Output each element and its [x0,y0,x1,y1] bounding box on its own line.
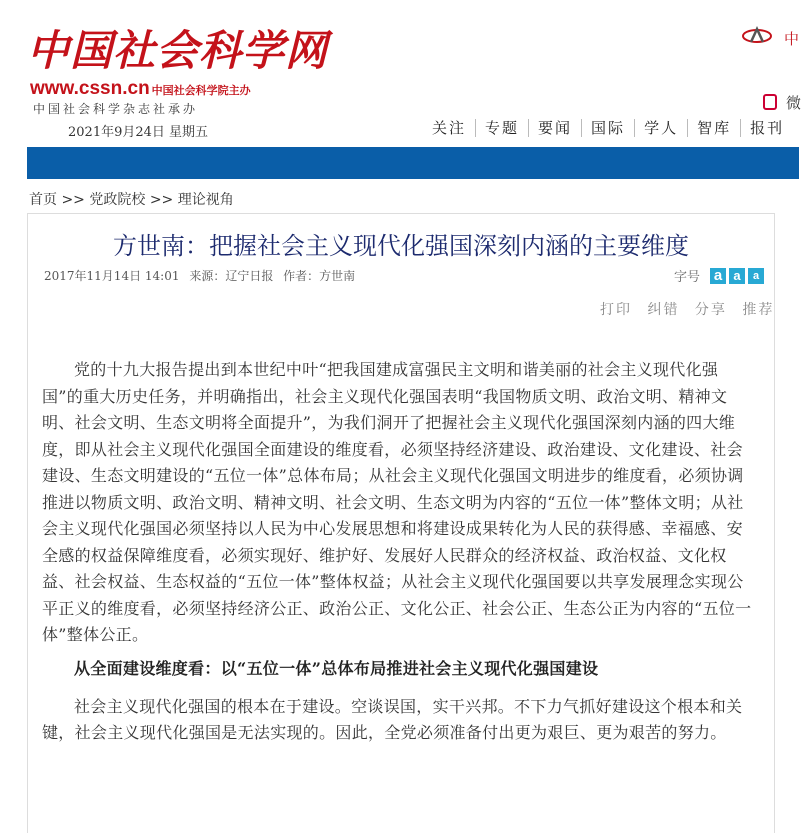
site-sponsor: 中国社会科学院主办 [151,84,251,97]
breadcrumb-level2[interactable]: 理论视角 [177,192,234,208]
font-size-label: 字号 [674,270,701,285]
breadcrumb-separator: >> [149,192,174,208]
article-date: 2017年11月14日 14:01 [44,269,180,283]
nav-item-guoji[interactable]: 国际 [581,119,634,137]
weibo-icon[interactable] [763,94,777,110]
breadcrumb-home[interactable]: 首页 [29,192,57,208]
font-size-small-button[interactable]: a [748,268,764,284]
breadcrumb-separator: >> [61,192,85,208]
font-size-control [674,266,764,285]
article-source: 来源：辽宁日报 [189,269,274,283]
share-button[interactable]: 分享 [694,302,727,318]
article-subheading: 从全面建设维度看：以“五位一体”总体布局推进社会主义现代化强国建设 [74,658,599,678]
site-logo-title[interactable]: 中国社会科学网 [27,26,329,75]
recommend-button[interactable]: 推荐 [742,302,775,318]
report-error-button[interactable]: 纠错 [647,302,680,318]
top-navigation [432,119,793,137]
main-nav-bar [27,147,799,179]
nav-item-zhuanti[interactable]: 专题 [475,119,528,137]
breadcrumb-level1[interactable]: 党政院校 [89,192,146,208]
font-size-large-button[interactable]: a [710,268,726,284]
article-paragraph: 社会主义现代化强国的根本在于建设。空谈误国，实干兴邦。不下力气抓好建设这个根本和关键，社会主义现代化强国是无法实现的。因此，全党必须准备付出更为艰巨、更为艰苦的努力。 [42,696,743,742]
article-meta [44,267,361,284]
article-tools [591,299,774,319]
article-author: 作者：方世南 [283,269,356,283]
nav-item-zhiku[interactable]: 智库 [687,119,740,137]
nav-item-baokan[interactable]: 报刊 [740,119,793,137]
header-date: 2021年9月24日 星期五 [68,125,209,140]
breadcrumb [29,189,234,209]
partner-logo-icon[interactable] [742,26,772,46]
article-paragraph: 党的十九大报告提出到本世纪中叶“把我国建成富强民主文明和谐美丽的社会主义现代化强国”的重大历史任务，并明确指出，社会主义现代化强国表明“我国物质文明、政治文明、精神文明、社会文明、生态文明将全面提升”，为我们洞开了把握社会主义现代化强国深刻内涵的四大维度，即从社会主义现代化强国全面建设的维度看，必须坚持经济建设、政治建设、文化建设、社会建设、生态文明建设的“五位一体”总体布局；从社会主义现代化强国文明进步的维度看，必须协调推进以物质文明、政治文明、精神文明、社会文明、生态文明为内容的“五位一体”整体文明；从社会主义现代化强国必须坚持以人民为中心发展思想和将建设成果转化为人民的获得感、幸福感、安全感的权益保障维度看，必须实现好、维护好、发展好人民群众的经济权益、政治权益、文化权益、社会权益、生态权益的“五位一体”整体权益；从社会主义现代化强国要以共享发展理念实现公平正义的维度看，必须坚持经济公正、政治公正、文化公正、社会公正、生态公正为内容的“五位一体”整体公正。 [42,360,752,644]
site-logo-url-row[interactable] [30,78,251,100]
font-size-medium-button[interactable]: a [729,268,745,284]
nav-item-yaowen[interactable]: 要闻 [528,119,581,137]
nav-item-guanzhu[interactable]: 关注 [432,119,467,137]
partner-link-text[interactable]: 中 [784,30,800,48]
site-url[interactable]: www.cssn.cn [30,78,150,99]
article-title: 方世南：把握社会主义现代化强国深刻内涵的主要维度 [113,232,689,260]
weibo-link-text[interactable]: 微 [786,94,801,112]
site-publisher: 中国社会科学杂志社承办 [33,102,199,116]
print-button[interactable]: 打印 [600,302,632,318]
nav-item-xueren[interactable]: 学人 [634,119,687,137]
article-body [42,357,757,747]
